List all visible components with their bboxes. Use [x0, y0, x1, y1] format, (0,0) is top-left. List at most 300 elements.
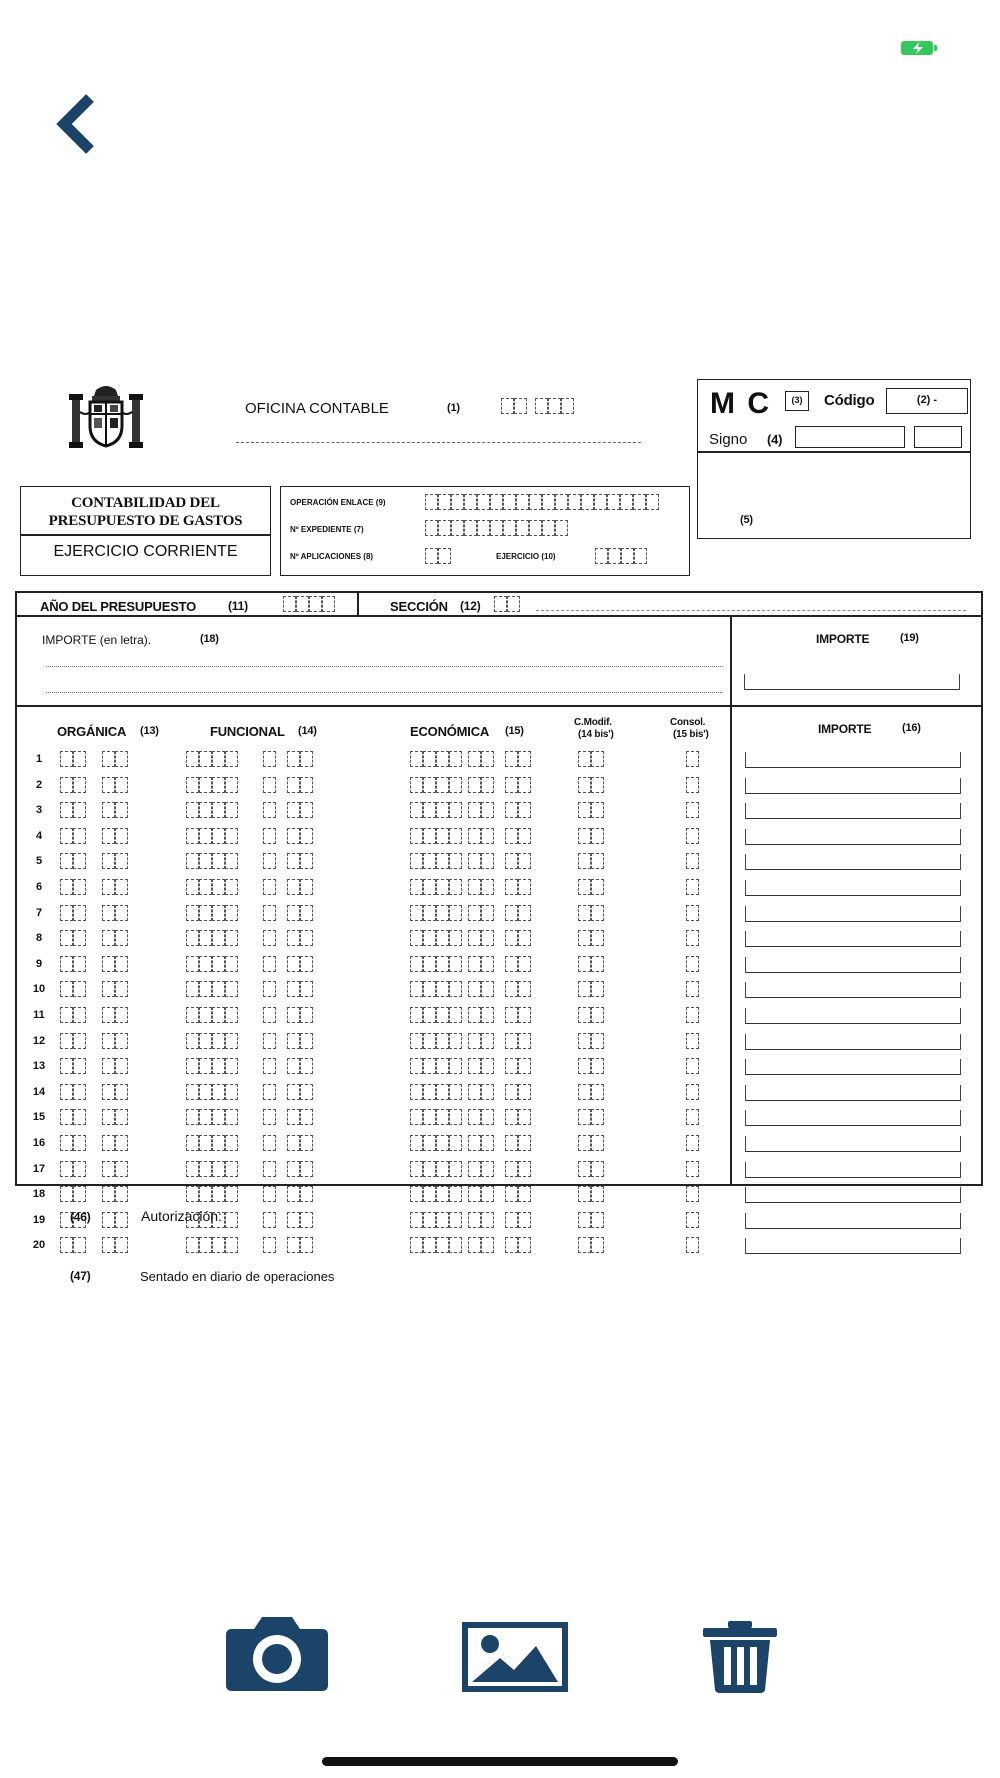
funcional-cells[interactable]: [186, 1237, 199, 1253]
economica-cells[interactable]: [436, 905, 449, 921]
funcional-cells[interactable]: [300, 956, 313, 972]
funcional-cells[interactable]: [199, 1161, 212, 1177]
funcional-cells[interactable]: [287, 828, 300, 844]
economica-cells[interactable]: [410, 1109, 423, 1125]
economica-cells[interactable]: [423, 1161, 436, 1177]
economica-cells[interactable]: [423, 905, 436, 921]
funcional-cells[interactable]: [263, 777, 276, 793]
consol-cell[interactable]: [686, 1237, 699, 1253]
funcional-cells[interactable]: [287, 1186, 300, 1202]
codigo-field[interactable]: (2) -: [886, 388, 968, 414]
economica-cells[interactable]: [518, 1084, 531, 1100]
cmodif-cells[interactable]: [591, 1033, 604, 1049]
economica-cells[interactable]: [505, 802, 518, 818]
organica-cells[interactable]: [115, 1007, 128, 1023]
funcional-cells[interactable]: [199, 1033, 212, 1049]
economica-cells[interactable]: [410, 1161, 423, 1177]
funcional-cells[interactable]: [300, 1135, 313, 1151]
economica-cells[interactable]: [481, 1237, 494, 1253]
funcional-cells[interactable]: [263, 1212, 276, 1228]
cmodif-cells[interactable]: [591, 828, 604, 844]
economica-cells[interactable]: [410, 777, 423, 793]
economica-cells[interactable]: [505, 1084, 518, 1100]
consol-cell[interactable]: [686, 1161, 699, 1177]
economica-cells[interactable]: [410, 956, 423, 972]
funcional-cells[interactable]: [225, 1212, 238, 1228]
funcional-cells[interactable]: [199, 905, 212, 921]
economica-cells[interactable]: [423, 930, 436, 946]
economica-cells[interactable]: [518, 1186, 531, 1202]
cmodif-cells[interactable]: [578, 1058, 591, 1074]
economica-cells[interactable]: [481, 879, 494, 895]
importe-field[interactable]: [745, 1085, 961, 1101]
funcional-cells[interactable]: [212, 930, 225, 946]
cmodif-cells[interactable]: [591, 1084, 604, 1100]
organica-cells[interactable]: [73, 1109, 86, 1125]
funcional-cells[interactable]: [263, 1109, 276, 1125]
funcional-cells[interactable]: [212, 777, 225, 793]
economica-cells[interactable]: [436, 1135, 449, 1151]
funcional-cells[interactable]: [225, 879, 238, 895]
economica-cells[interactable]: [468, 930, 481, 946]
organica-cells[interactable]: [60, 828, 73, 844]
funcional-cells[interactable]: [225, 981, 238, 997]
home-indicator[interactable]: [322, 1757, 678, 1766]
funcional-cells[interactable]: [212, 1135, 225, 1151]
economica-cells[interactable]: [423, 802, 436, 818]
cmodif-cells[interactable]: [591, 981, 604, 997]
economica-cells[interactable]: [449, 777, 462, 793]
cmodif-cells[interactable]: [578, 905, 591, 921]
economica-cells[interactable]: [481, 981, 494, 997]
economica-cells[interactable]: [449, 1084, 462, 1100]
consol-cell[interactable]: [686, 981, 699, 997]
organica-cells[interactable]: [115, 1058, 128, 1074]
importe-field[interactable]: [745, 778, 961, 794]
organica-cells[interactable]: [73, 1058, 86, 1074]
funcional-cells[interactable]: [263, 879, 276, 895]
economica-cells[interactable]: [410, 1186, 423, 1202]
economica-cells[interactable]: [436, 981, 449, 997]
funcional-cells[interactable]: [263, 1033, 276, 1049]
funcional-cells[interactable]: [225, 853, 238, 869]
consol-cell[interactable]: [686, 1186, 699, 1202]
organica-cells[interactable]: [60, 956, 73, 972]
importe-field[interactable]: [745, 854, 961, 870]
funcional-cells[interactable]: [186, 879, 199, 895]
organica-cells[interactable]: [60, 1161, 73, 1177]
consol-cell[interactable]: [686, 1084, 699, 1100]
consol-cell[interactable]: [686, 751, 699, 767]
funcional-cells[interactable]: [300, 1007, 313, 1023]
funcional-cells[interactable]: [186, 1058, 199, 1074]
organica-cells[interactable]: [102, 1058, 115, 1074]
economica-cells[interactable]: [423, 777, 436, 793]
economica-cells[interactable]: [468, 1007, 481, 1023]
economica-cells[interactable]: [518, 751, 531, 767]
importe-field[interactable]: [745, 957, 961, 973]
organica-cells[interactable]: [73, 1186, 86, 1202]
organica-cells[interactable]: [73, 905, 86, 921]
funcional-cells[interactable]: [212, 828, 225, 844]
funcional-cells[interactable]: [212, 981, 225, 997]
funcional-cells[interactable]: [225, 777, 238, 793]
organica-cells[interactable]: [73, 930, 86, 946]
funcional-cells[interactable]: [186, 1135, 199, 1151]
funcional-cells[interactable]: [300, 879, 313, 895]
cmodif-cells[interactable]: [578, 1237, 591, 1253]
economica-cells[interactable]: [505, 930, 518, 946]
consol-cell[interactable]: [686, 1007, 699, 1023]
economica-cells[interactable]: [449, 1109, 462, 1125]
economica-cells[interactable]: [410, 879, 423, 895]
importe-field[interactable]: [745, 1213, 961, 1229]
economica-cells[interactable]: [518, 828, 531, 844]
cmodif-cells[interactable]: [578, 930, 591, 946]
economica-cells[interactable]: [505, 1237, 518, 1253]
consol-cell[interactable]: [686, 930, 699, 946]
funcional-cells[interactable]: [300, 981, 313, 997]
cmodif-cells[interactable]: [591, 879, 604, 895]
economica-cells[interactable]: [410, 1237, 423, 1253]
organica-cells[interactable]: [102, 853, 115, 869]
economica-cells[interactable]: [468, 1237, 481, 1253]
economica-cells[interactable]: [505, 853, 518, 869]
organica-cells[interactable]: [102, 1186, 115, 1202]
organica-cells[interactable]: [115, 879, 128, 895]
economica-cells[interactable]: [436, 1186, 449, 1202]
cmodif-cells[interactable]: [578, 1109, 591, 1125]
organica-cells[interactable]: [73, 1161, 86, 1177]
economica-cells[interactable]: [481, 1109, 494, 1125]
economica-cells[interactable]: [518, 879, 531, 895]
economica-cells[interactable]: [505, 1212, 518, 1228]
economica-cells[interactable]: [449, 853, 462, 869]
economica-cells[interactable]: [436, 1058, 449, 1074]
economica-cells[interactable]: [468, 1084, 481, 1100]
importe-field[interactable]: [745, 1238, 961, 1254]
organica-cells[interactable]: [60, 981, 73, 997]
economica-cells[interactable]: [505, 956, 518, 972]
organica-cells[interactable]: [60, 853, 73, 869]
economica-cells[interactable]: [468, 853, 481, 869]
organica-cells[interactable]: [60, 1033, 73, 1049]
cmodif-cells[interactable]: [591, 1186, 604, 1202]
funcional-cells[interactable]: [186, 1084, 199, 1100]
organica-cells[interactable]: [102, 828, 115, 844]
cmodif-cells[interactable]: [591, 1058, 604, 1074]
cmodif-cells[interactable]: [578, 1135, 591, 1151]
funcional-cells[interactable]: [287, 1212, 300, 1228]
economica-cells[interactable]: [468, 828, 481, 844]
consol-cell[interactable]: [686, 1212, 699, 1228]
organica-cells[interactable]: [73, 981, 86, 997]
economica-cells[interactable]: [481, 1135, 494, 1151]
organica-cells[interactable]: [115, 956, 128, 972]
importe19-field[interactable]: [744, 674, 960, 690]
economica-cells[interactable]: [423, 956, 436, 972]
funcional-cells[interactable]: [300, 1084, 313, 1100]
economica-cells[interactable]: [505, 1135, 518, 1151]
cmodif-cells[interactable]: [578, 981, 591, 997]
cmodif-cells[interactable]: [578, 1033, 591, 1049]
back-chevron-icon[interactable]: [50, 92, 100, 156]
organica-cells[interactable]: [115, 1161, 128, 1177]
economica-cells[interactable]: [468, 1033, 481, 1049]
economica-cells[interactable]: [518, 1135, 531, 1151]
cmodif-cells[interactable]: [591, 1109, 604, 1125]
organica-cells[interactable]: [73, 802, 86, 818]
funcional-cells[interactable]: [225, 930, 238, 946]
economica-cells[interactable]: [423, 1084, 436, 1100]
organica-cells[interactable]: [102, 981, 115, 997]
organica-cells[interactable]: [115, 981, 128, 997]
economica-cells[interactable]: [410, 1135, 423, 1151]
cmodif-cells[interactable]: [578, 828, 591, 844]
economica-cells[interactable]: [505, 1058, 518, 1074]
economica-cells[interactable]: [410, 1058, 423, 1074]
organica-cells[interactable]: [115, 1212, 128, 1228]
economica-cells[interactable]: [505, 777, 518, 793]
funcional-cells[interactable]: [186, 1109, 199, 1125]
organica-cells[interactable]: [102, 802, 115, 818]
funcional-cells[interactable]: [199, 1186, 212, 1202]
funcional-cells[interactable]: [225, 1135, 238, 1151]
economica-cells[interactable]: [423, 751, 436, 767]
economica-cells[interactable]: [436, 1007, 449, 1023]
funcional-cells[interactable]: [212, 1084, 225, 1100]
economica-cells[interactable]: [518, 777, 531, 793]
economica-cells[interactable]: [518, 981, 531, 997]
economica-cells[interactable]: [410, 853, 423, 869]
economica-cells[interactable]: [481, 1084, 494, 1100]
organica-cells[interactable]: [115, 930, 128, 946]
funcional-cells[interactable]: [300, 1109, 313, 1125]
importe-field[interactable]: [745, 880, 961, 896]
importe-field[interactable]: [745, 1136, 961, 1152]
economica-cells[interactable]: [468, 777, 481, 793]
importe-field[interactable]: [745, 1008, 961, 1024]
economica-cells[interactable]: [449, 828, 462, 844]
cmodif-cells[interactable]: [578, 777, 591, 793]
economica-cells[interactable]: [468, 1135, 481, 1151]
cmodif-cells[interactable]: [578, 853, 591, 869]
economica-cells[interactable]: [423, 1007, 436, 1023]
economica-cells[interactable]: [449, 879, 462, 895]
organica-cells[interactable]: [73, 1084, 86, 1100]
funcional-cells[interactable]: [287, 905, 300, 921]
organica-cells[interactable]: [73, 828, 86, 844]
economica-cells[interactable]: [423, 1212, 436, 1228]
consol-cell[interactable]: [686, 1058, 699, 1074]
economica-cells[interactable]: [505, 751, 518, 767]
funcional-cells[interactable]: [287, 930, 300, 946]
economica-cells[interactable]: [436, 1084, 449, 1100]
funcional-cells[interactable]: [199, 930, 212, 946]
economica-cells[interactable]: [423, 828, 436, 844]
cmodif-cells[interactable]: [591, 1212, 604, 1228]
economica-cells[interactable]: [505, 1007, 518, 1023]
economica-cells[interactable]: [436, 930, 449, 946]
organica-cells[interactable]: [115, 1237, 128, 1253]
funcional-cells[interactable]: [212, 1109, 225, 1125]
funcional-cells[interactable]: [263, 1084, 276, 1100]
economica-cells[interactable]: [436, 1161, 449, 1177]
funcional-cells[interactable]: [199, 777, 212, 793]
organica-cells[interactable]: [102, 905, 115, 921]
cmodif-cells[interactable]: [578, 956, 591, 972]
funcional-cells[interactable]: [300, 1237, 313, 1253]
economica-cells[interactable]: [518, 853, 531, 869]
economica-cells[interactable]: [436, 879, 449, 895]
funcional-cells[interactable]: [186, 828, 199, 844]
funcional-cells[interactable]: [225, 1109, 238, 1125]
economica-cells[interactable]: [468, 981, 481, 997]
funcional-cells[interactable]: [212, 1058, 225, 1074]
economica-cells[interactable]: [436, 1109, 449, 1125]
funcional-cells[interactable]: [300, 1161, 313, 1177]
economica-cells[interactable]: [449, 956, 462, 972]
economica-cells[interactable]: [436, 777, 449, 793]
economica-cells[interactable]: [410, 1212, 423, 1228]
organica-cells[interactable]: [102, 1109, 115, 1125]
importe-field[interactable]: [745, 931, 961, 947]
economica-cells[interactable]: [449, 905, 462, 921]
funcional-cells[interactable]: [225, 1033, 238, 1049]
economica-cells[interactable]: [449, 930, 462, 946]
funcional-cells[interactable]: [199, 802, 212, 818]
economica-cells[interactable]: [518, 1237, 531, 1253]
economica-cells[interactable]: [423, 981, 436, 997]
economica-cells[interactable]: [423, 1033, 436, 1049]
organica-cells[interactable]: [102, 879, 115, 895]
funcional-cells[interactable]: [212, 956, 225, 972]
funcional-cells[interactable]: [212, 853, 225, 869]
funcional-cells[interactable]: [225, 1058, 238, 1074]
economica-cells[interactable]: [436, 1033, 449, 1049]
funcional-cells[interactable]: [263, 1161, 276, 1177]
organica-cells[interactable]: [115, 1033, 128, 1049]
funcional-cells[interactable]: [300, 751, 313, 767]
importe-field[interactable]: [745, 982, 961, 998]
funcional-cells[interactable]: [225, 1084, 238, 1100]
economica-cells[interactable]: [436, 853, 449, 869]
funcional-cells[interactable]: [212, 802, 225, 818]
importe-field[interactable]: [745, 1034, 961, 1050]
funcional-cells[interactable]: [212, 905, 225, 921]
organica-cells[interactable]: [60, 751, 73, 767]
economica-cells[interactable]: [410, 1033, 423, 1049]
funcional-cells[interactable]: [300, 1212, 313, 1228]
cmodif-cells[interactable]: [578, 751, 591, 767]
economica-cells[interactable]: [436, 1237, 449, 1253]
organica-cells[interactable]: [115, 905, 128, 921]
funcional-cells[interactable]: [225, 802, 238, 818]
economica-cells[interactable]: [410, 1007, 423, 1023]
funcional-cells[interactable]: [212, 1186, 225, 1202]
economica-cells[interactable]: [423, 853, 436, 869]
organica-cells[interactable]: [115, 1109, 128, 1125]
economica-cells[interactable]: [449, 1058, 462, 1074]
economica-cells[interactable]: [481, 777, 494, 793]
economica-cells[interactable]: [518, 1058, 531, 1074]
funcional-cells[interactable]: [300, 802, 313, 818]
organica-cells[interactable]: [115, 828, 128, 844]
consol-cell[interactable]: [686, 777, 699, 793]
economica-cells[interactable]: [449, 802, 462, 818]
organica-cells[interactable]: [102, 1033, 115, 1049]
organica-cells[interactable]: [60, 1007, 73, 1023]
economica-cells[interactable]: [518, 1033, 531, 1049]
funcional-cells[interactable]: [199, 1084, 212, 1100]
funcional-cells[interactable]: [300, 1186, 313, 1202]
funcional-cells[interactable]: [287, 751, 300, 767]
funcional-cells[interactable]: [263, 905, 276, 921]
funcional-cells[interactable]: [225, 1237, 238, 1253]
funcional-cells[interactable]: [263, 853, 276, 869]
organica-cells[interactable]: [60, 777, 73, 793]
organica-cells[interactable]: [115, 1186, 128, 1202]
economica-cells[interactable]: [410, 981, 423, 997]
funcional-cells[interactable]: [287, 1109, 300, 1125]
funcional-cells[interactable]: [263, 1186, 276, 1202]
economica-cells[interactable]: [518, 1007, 531, 1023]
signo-field-2[interactable]: [914, 426, 962, 448]
organica-cells[interactable]: [102, 1161, 115, 1177]
organica-cells[interactable]: [60, 1058, 73, 1074]
organica-cells[interactable]: [73, 751, 86, 767]
importe-letra-line-2[interactable]: [46, 692, 723, 693]
economica-cells[interactable]: [410, 828, 423, 844]
economica-cells[interactable]: [481, 1058, 494, 1074]
economica-cells[interactable]: [410, 751, 423, 767]
organica-cells[interactable]: [115, 751, 128, 767]
consol-cell[interactable]: [686, 828, 699, 844]
economica-cells[interactable]: [481, 1212, 494, 1228]
funcional-cells[interactable]: [199, 956, 212, 972]
economica-cells[interactable]: [423, 1186, 436, 1202]
economica-cells[interactable]: [505, 1186, 518, 1202]
funcional-cells[interactable]: [199, 879, 212, 895]
economica-cells[interactable]: [468, 751, 481, 767]
image-gallery-icon[interactable]: [462, 1622, 568, 1692]
funcional-cells[interactable]: [263, 1237, 276, 1253]
cmodif-cells[interactable]: [578, 1161, 591, 1177]
economica-cells[interactable]: [436, 751, 449, 767]
funcional-cells[interactable]: [186, 1186, 199, 1202]
cmodif-cells[interactable]: [578, 1007, 591, 1023]
organica-cells[interactable]: [60, 802, 73, 818]
funcional-cells[interactable]: [300, 1033, 313, 1049]
organica-cells[interactable]: [73, 1033, 86, 1049]
consol-cell[interactable]: [686, 1109, 699, 1125]
cmodif-cells[interactable]: [591, 1161, 604, 1177]
economica-cells[interactable]: [449, 1161, 462, 1177]
economica-cells[interactable]: [481, 1186, 494, 1202]
funcional-cells[interactable]: [300, 777, 313, 793]
funcional-cells[interactable]: [287, 777, 300, 793]
importe-field[interactable]: [745, 1110, 961, 1126]
funcional-cells[interactable]: [263, 956, 276, 972]
consol-cell[interactable]: [686, 1033, 699, 1049]
funcional-cells[interactable]: [263, 1058, 276, 1074]
cmodif-cells[interactable]: [591, 802, 604, 818]
funcional-cells[interactable]: [287, 1084, 300, 1100]
economica-cells[interactable]: [481, 905, 494, 921]
funcional-cells[interactable]: [263, 1135, 276, 1151]
economica-cells[interactable]: [449, 1033, 462, 1049]
cmodif-cells[interactable]: [578, 879, 591, 895]
